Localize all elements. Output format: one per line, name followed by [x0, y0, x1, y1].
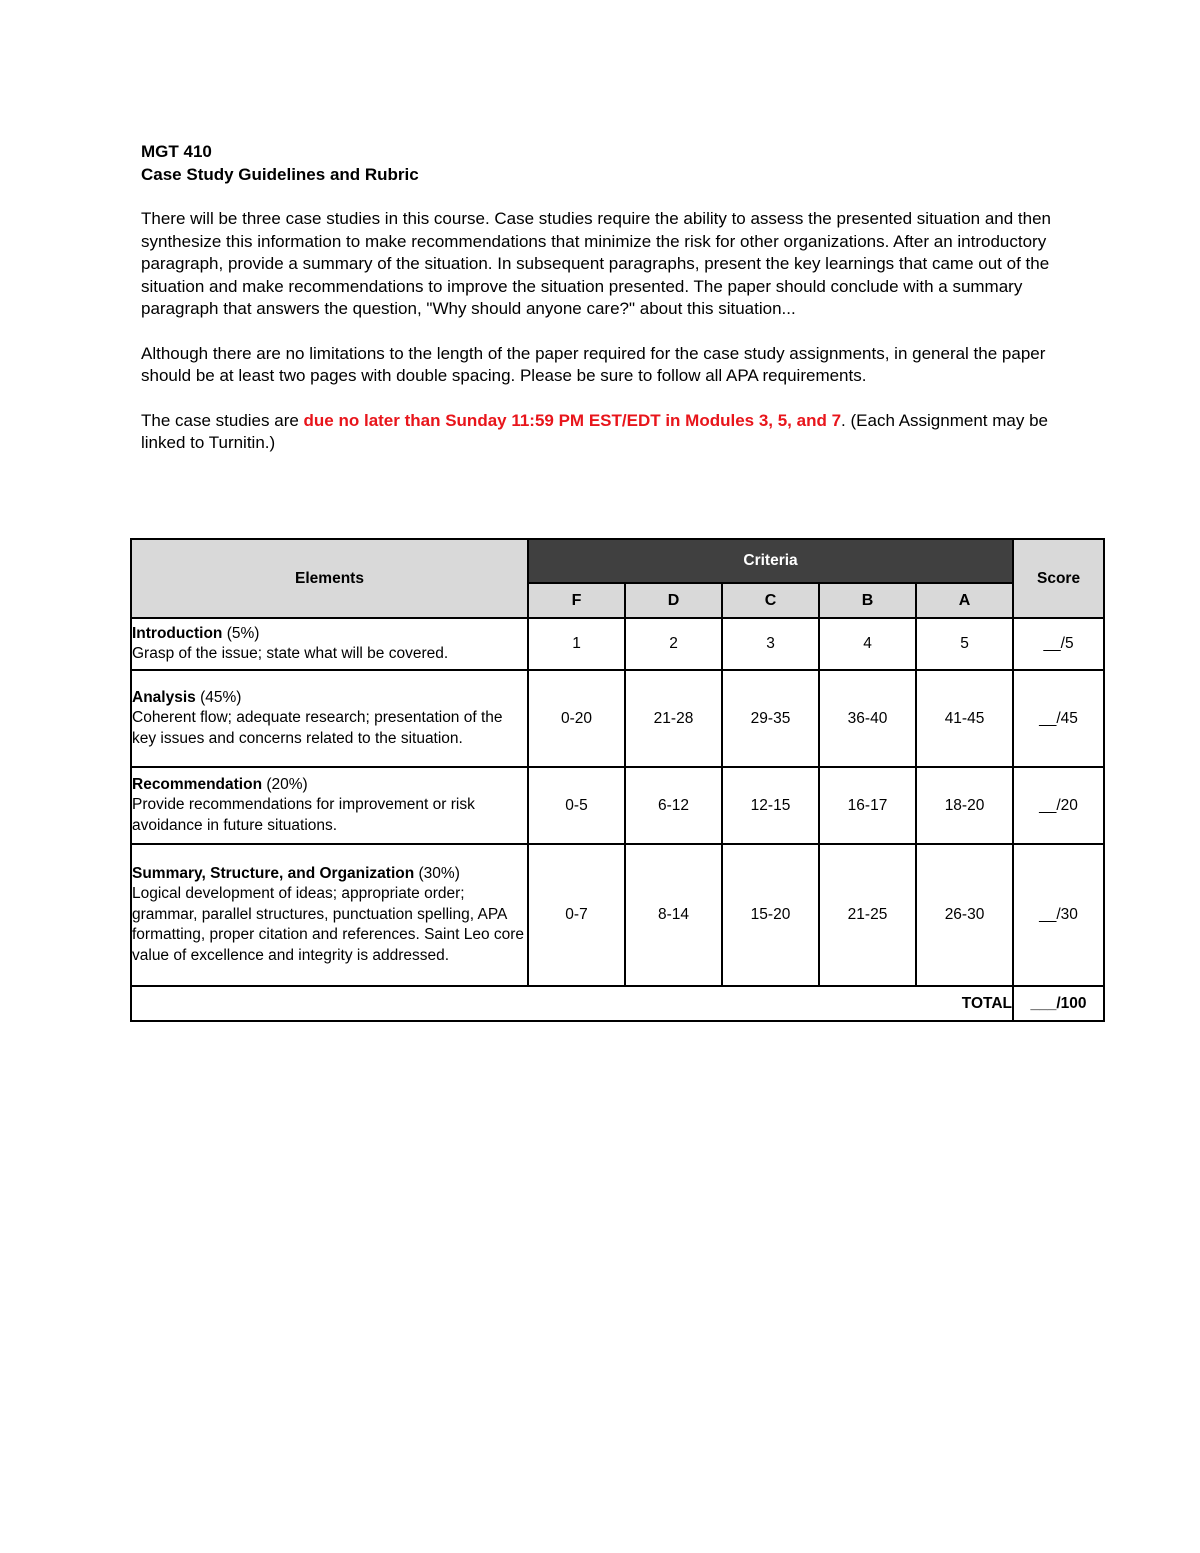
- element-title: Summary, Structure, and Organization (30%): [132, 864, 460, 882]
- element-title: Analysis (45%): [132, 688, 242, 706]
- grade-c-value: 29-35: [722, 670, 819, 767]
- score-header: Score: [1013, 539, 1104, 618]
- due-date-highlight: due no later than Sunday 11:59 PM EST/EDT in Modules 3, 5, and 7: [303, 410, 842, 430]
- score-cell: __/30: [1013, 844, 1104, 986]
- grade-a-value: 5: [916, 618, 1013, 670]
- element-title: Introduction (5%): [132, 624, 260, 642]
- criteria-header: Criteria: [528, 539, 1013, 583]
- intro-paragraph: There will be three case studies in this course. Case studies require the ability to assess the presented situation and then synthesize this information to make recommendations that minimize the risk for other organizations. After an introductory paragraph, provide a summary of the situation. In subsequent paragraphs, present the key learnings that came out of the situation and make recommendations to improve the situation presented. The paper should conclude with a summary paragraph that answers the question, "Why should anyone care?" about this situation...: [141, 209, 1052, 318]
- table-row: [131, 618, 1104, 670]
- due-date-paragraph: [141, 410, 1061, 455]
- element-cell: [131, 670, 528, 767]
- document-title: Case Study Guidelines and Rubric: [141, 165, 419, 184]
- rubric-header-row: [131, 539, 1104, 583]
- grade-a-value: 26-30: [916, 844, 1013, 986]
- due-text-after: . (Each Assignment may be linked to Turnitin.): [141, 410, 1048, 452]
- element-description: Grasp of the issue; state what will be covered.: [132, 645, 449, 662]
- score-cell: __/45: [1013, 670, 1104, 767]
- table-row: [131, 844, 1104, 986]
- table-row: [131, 670, 1104, 767]
- element-description: Logical development of ideas; appropriate order; grammar, parallel structures, punctuation spelling, APA formatting, proper citation and references. Saint Leo core value of excellence and integrity is addressed.: [132, 885, 525, 964]
- element-title: Recommendation (20%): [132, 775, 308, 793]
- total-label: TOTAL: [131, 986, 1013, 1021]
- grade-b-value: 36-40: [819, 670, 916, 767]
- element-description: Provide recommendations for improvement or risk avoidance in future situations.: [132, 796, 475, 834]
- grade-a-value: 18-20: [916, 767, 1013, 844]
- element-cell: [131, 767, 528, 844]
- grade-d-header: D: [625, 583, 722, 618]
- score-cell: __/5: [1013, 618, 1104, 670]
- element-cell: [131, 618, 528, 670]
- grade-b-header: B: [819, 583, 916, 618]
- document-page: [141, 140, 1061, 455]
- grade-d-value: 6-12: [625, 767, 722, 844]
- grade-f-header: F: [528, 583, 625, 618]
- grade-d-value: 8-14: [625, 844, 722, 986]
- total-row: [131, 986, 1104, 1021]
- element-description: Coherent flow; adequate research; presentation of the key issues and concerns related to the situation.: [132, 709, 503, 747]
- grade-f-value: 0-7: [528, 844, 625, 986]
- grade-c-value: 15-20: [722, 844, 819, 986]
- grade-c-value: 12-15: [722, 767, 819, 844]
- rubric-table: [130, 538, 1105, 1022]
- element-cell: [131, 844, 528, 986]
- grade-b-value: 16-17: [819, 767, 916, 844]
- grade-f-value: 0-5: [528, 767, 625, 844]
- table-row: [131, 767, 1104, 844]
- score-cell: __/20: [1013, 767, 1104, 844]
- due-text-before: The case studies are: [141, 410, 304, 430]
- grade-b-value: 4: [819, 618, 916, 670]
- course-code: MGT 410: [141, 142, 212, 161]
- grade-c-value: 3: [722, 618, 819, 670]
- grade-a-header: A: [916, 583, 1013, 618]
- grade-d-value: 2: [625, 618, 722, 670]
- grade-a-value: 41-45: [916, 670, 1013, 767]
- grade-d-value: 21-28: [625, 670, 722, 767]
- grade-f-value: 1: [528, 618, 625, 670]
- grade-b-value: 21-25: [819, 844, 916, 986]
- grade-f-value: 0-20: [528, 670, 625, 767]
- elements-header: Elements: [131, 539, 528, 618]
- grade-c-header: C: [722, 583, 819, 618]
- length-paragraph: Although there are no limitations to the length of the paper required for the case study assignments, in general the paper should be at least two pages with double spacing. Please be sure to follow all APA requirements.: [141, 343, 1046, 385]
- total-score: ___/100: [1013, 986, 1104, 1021]
